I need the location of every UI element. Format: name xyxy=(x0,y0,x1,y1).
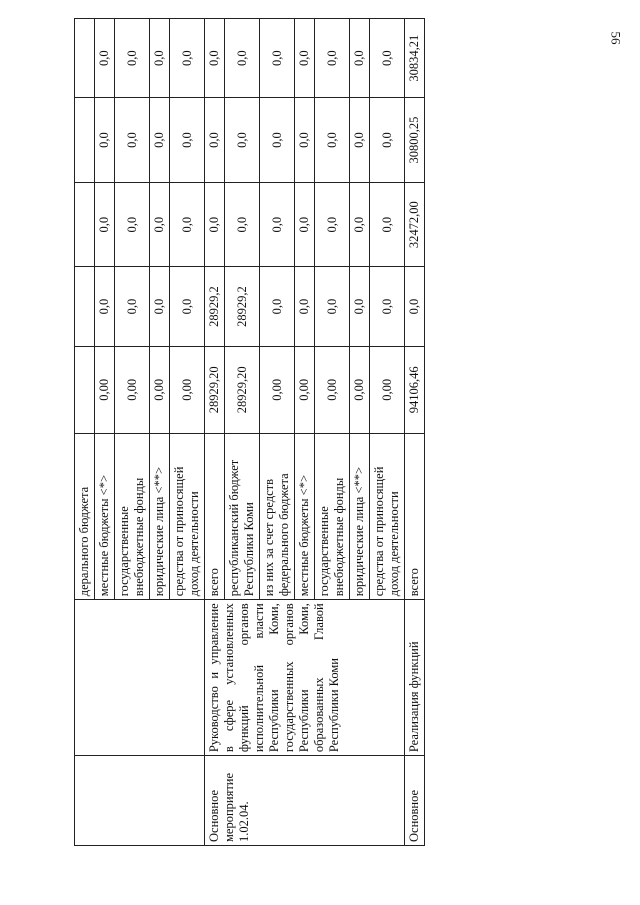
amount-cell: 0,0 xyxy=(115,267,150,346)
rotated-table-container xyxy=(74,18,559,846)
amount-cell: 30834,21 xyxy=(405,19,425,98)
amount-cell: 0,0 xyxy=(370,267,405,346)
activity-code-cell xyxy=(75,756,205,846)
funding-source-cell: юридические лица <**> xyxy=(150,433,170,599)
amount-cell: 0,0 xyxy=(260,98,295,183)
amount-cell: 0,0 xyxy=(315,267,350,346)
amount-cell: 0,0 xyxy=(115,19,150,98)
funding-source-cell: юридические лица <**> xyxy=(350,433,370,599)
amount-cell: 0,00 xyxy=(350,346,370,433)
amount-cell: 0,0 xyxy=(225,182,260,267)
amount-cell: 0,0 xyxy=(315,19,350,98)
funding-source-cell: всего xyxy=(405,433,425,599)
table-row xyxy=(75,19,95,846)
amount-cell: 28929,20 xyxy=(225,346,260,433)
amount-cell xyxy=(75,346,95,433)
amount-cell: 0,0 xyxy=(95,98,115,183)
amount-cell: 0,0 xyxy=(370,98,405,183)
amount-cell: 0,0 xyxy=(150,267,170,346)
table-row xyxy=(205,19,225,846)
funding-source-cell: всего xyxy=(205,433,225,599)
amount-cell: 30800,25 xyxy=(405,98,425,183)
amount-cell: 0,0 xyxy=(295,182,315,267)
amount-cell: 0,0 xyxy=(225,98,260,183)
amount-cell: 0,00 xyxy=(95,346,115,433)
funding-table xyxy=(74,18,425,846)
activity-name-cell: Реализация функций xyxy=(405,600,425,756)
amount-cell: 0,0 xyxy=(260,267,295,346)
amount-cell: 0,0 xyxy=(315,98,350,183)
amount-cell: 0,0 xyxy=(260,182,295,267)
amount-cell: 0,0 xyxy=(95,267,115,346)
funding-source-cell: государственные внебюджетные фонды xyxy=(315,433,350,599)
amount-cell: 0,0 xyxy=(405,267,425,346)
activity-code-cell: Основное xyxy=(405,756,425,846)
amount-cell xyxy=(75,182,95,267)
amount-cell: 0,0 xyxy=(95,19,115,98)
amount-cell: 0,0 xyxy=(150,19,170,98)
amount-cell: 28929,2 xyxy=(205,267,225,346)
amount-cell: 0,00 xyxy=(370,346,405,433)
amount-cell: 0,0 xyxy=(350,19,370,98)
activity-code-cell: Основное мероприятие 1.02.04. xyxy=(205,756,405,846)
funding-source-cell: республиканский бюджет Республики Коми xyxy=(225,433,260,599)
amount-cell: 32472,00 xyxy=(405,182,425,267)
amount-cell: 0,0 xyxy=(170,267,205,346)
funding-source-cell: средства от приносящей доход деятельности xyxy=(370,433,405,599)
funding-source-cell: местные бюджеты <*> xyxy=(295,433,315,599)
amount-cell: 0,0 xyxy=(315,182,350,267)
amount-cell: 0,0 xyxy=(115,98,150,183)
page-number: 56 xyxy=(608,31,624,45)
activity-name-cell xyxy=(75,600,205,756)
amount-cell: 0,0 xyxy=(205,19,225,98)
amount-cell: 28929,2 xyxy=(225,267,260,346)
amount-cell: 0,0 xyxy=(370,182,405,267)
amount-cell: 0,00 xyxy=(295,346,315,433)
amount-cell: 0,0 xyxy=(260,19,295,98)
amount-cell: 0,00 xyxy=(115,346,150,433)
amount-cell: 0,0 xyxy=(295,98,315,183)
amount-cell xyxy=(75,267,95,346)
amount-cell: 0,0 xyxy=(170,19,205,98)
amount-cell: 0,00 xyxy=(170,346,205,433)
funding-source-cell: государственные внебюджетные фонды xyxy=(115,433,150,599)
amount-cell: 0,0 xyxy=(150,98,170,183)
amount-cell: 0,0 xyxy=(170,98,205,183)
funding-source-cell: средства от приносящей доход деятельности xyxy=(170,433,205,599)
amount-cell: 0,0 xyxy=(150,182,170,267)
amount-cell xyxy=(75,98,95,183)
amount-cell: 0,0 xyxy=(205,182,225,267)
amount-cell: 0,0 xyxy=(295,19,315,98)
amount-cell: 0,0 xyxy=(225,19,260,98)
amount-cell: 0,00 xyxy=(260,346,295,433)
table-row xyxy=(405,19,425,846)
amount-cell: 28929,20 xyxy=(205,346,225,433)
amount-cell: 0,0 xyxy=(115,182,150,267)
amount-cell: 0,00 xyxy=(150,346,170,433)
funding-source-cell: дерального бюджета xyxy=(75,433,95,599)
amount-cell: 0,00 xyxy=(315,346,350,433)
amount-cell: 0,0 xyxy=(370,19,405,98)
amount-cell: 0,0 xyxy=(350,98,370,183)
activity-name-cell: Руководство и управление в сфере установленных функций органов исполнительной власти Республики Коми, государственных органов Республики Коми, образованных Главой Республики Коми xyxy=(205,600,405,756)
amount-cell: 0,0 xyxy=(205,98,225,183)
funding-source-cell: из них за счет средств федерального бюджета xyxy=(260,433,295,599)
amount-cell: 0,0 xyxy=(350,182,370,267)
amount-cell xyxy=(75,19,95,98)
amount-cell: 0,0 xyxy=(170,182,205,267)
amount-cell: 0,0 xyxy=(95,182,115,267)
funding-source-cell: местные бюджеты <*> xyxy=(95,433,115,599)
amount-cell: 94106,46 xyxy=(405,346,425,433)
amount-cell: 0,0 xyxy=(350,267,370,346)
amount-cell: 0,0 xyxy=(295,267,315,346)
